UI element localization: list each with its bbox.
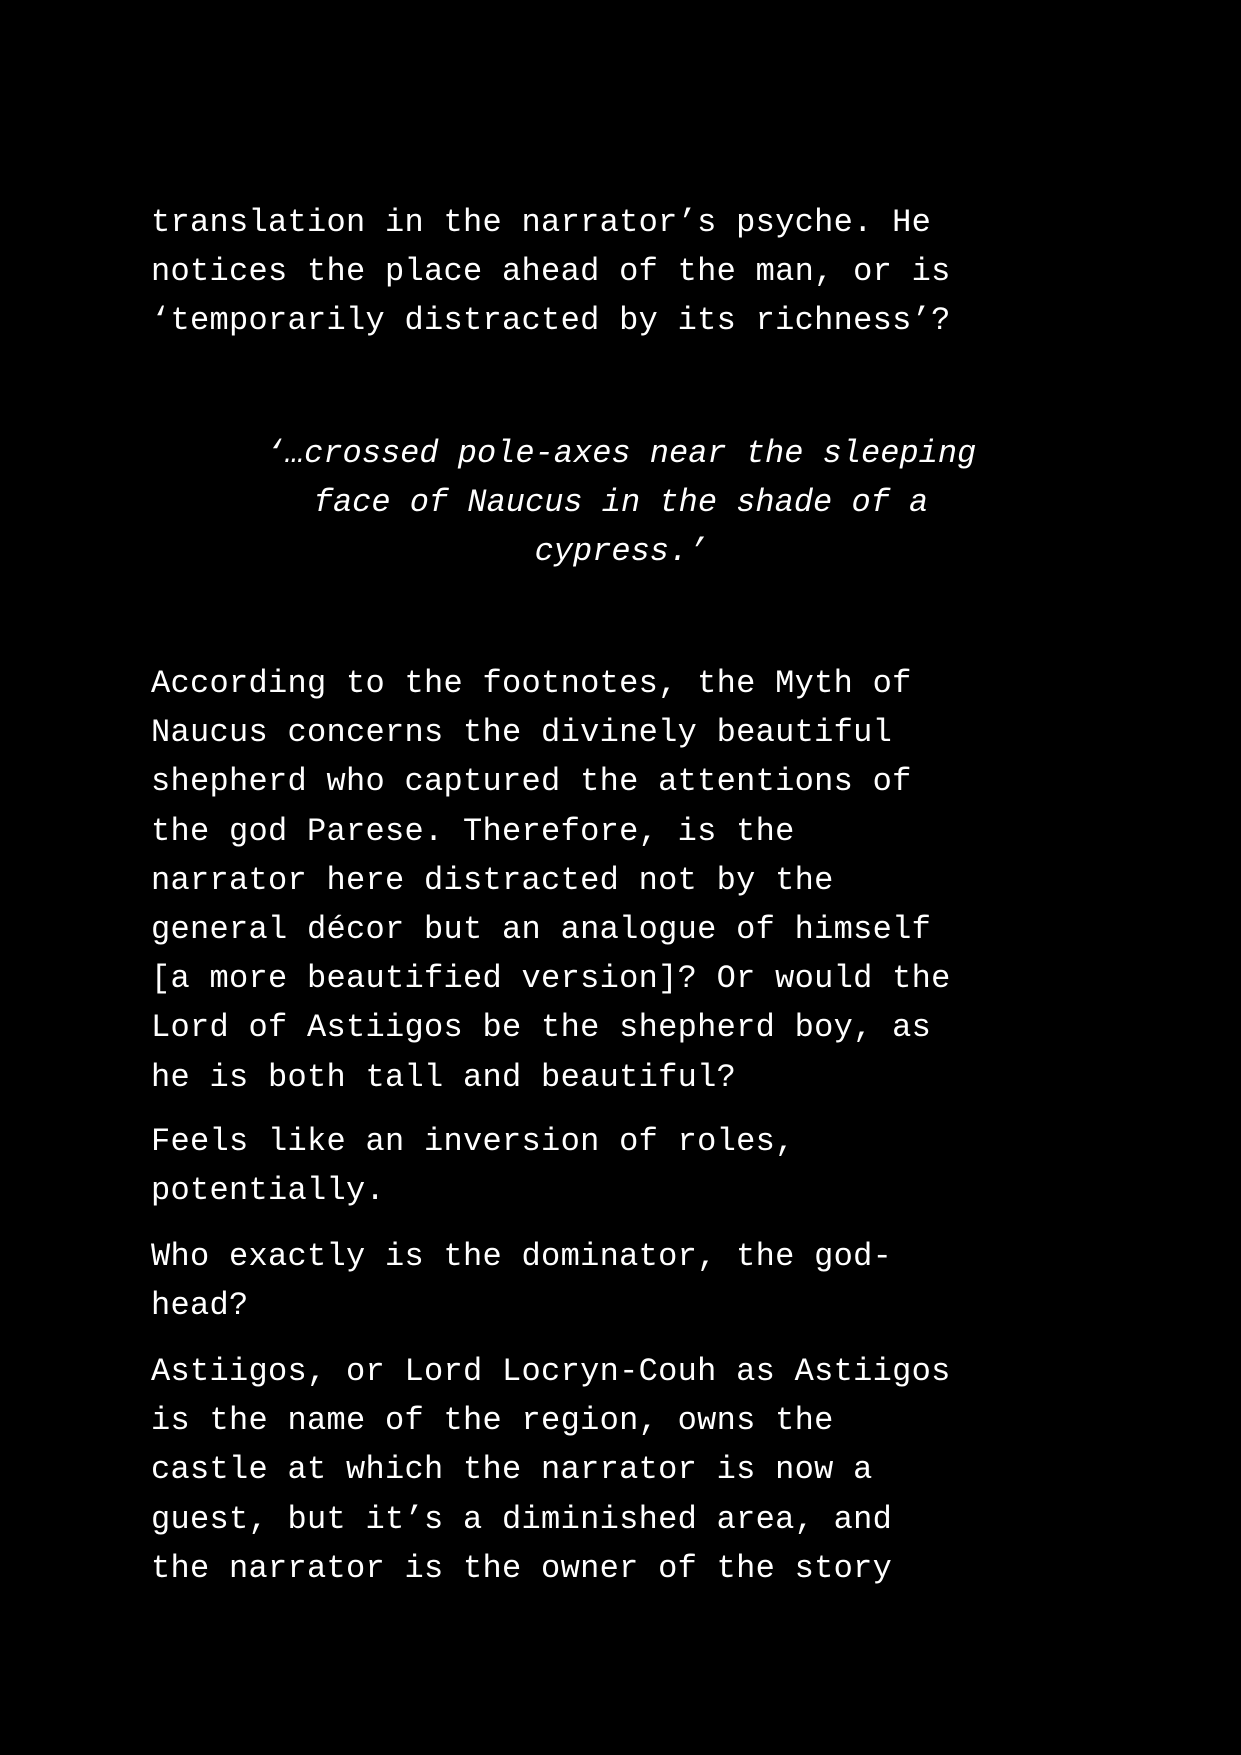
block-quote: ‘…crossed pole-axes near the sleeping face of Naucus in the shade of a cypress.’ (265, 435, 977, 571)
body-paragraph: Feels like an inversion of roles, potentially. (151, 1123, 795, 1210)
body-paragraph: Astiigos, or Lord Locryn-Couh as Astiigos is the name of the region, owns the castle at which the narrator is now a guest, but it’s a diminished area, and the narrator is the owner of the story (151, 1353, 951, 1587)
body-paragraph: Who exactly is the dominator, the god- head? (151, 1238, 893, 1325)
body-paragraph: According to the footnotes, the Myth of Naucus concerns the divinely beautiful shepherd who captured the attentions of the god Parese. Therefore, is the narrator here distracted not by the general décor but an analogue of himself [a more beautified version]? Or would the Lord of Astiigos be the shepherd boy, as he is both tall and beautiful? (151, 665, 951, 1096)
body-paragraph: translation in the narrator’s psyche. He notices the place ahead of the man, or is ‘temporarily distracted by its richness’? (151, 204, 951, 340)
